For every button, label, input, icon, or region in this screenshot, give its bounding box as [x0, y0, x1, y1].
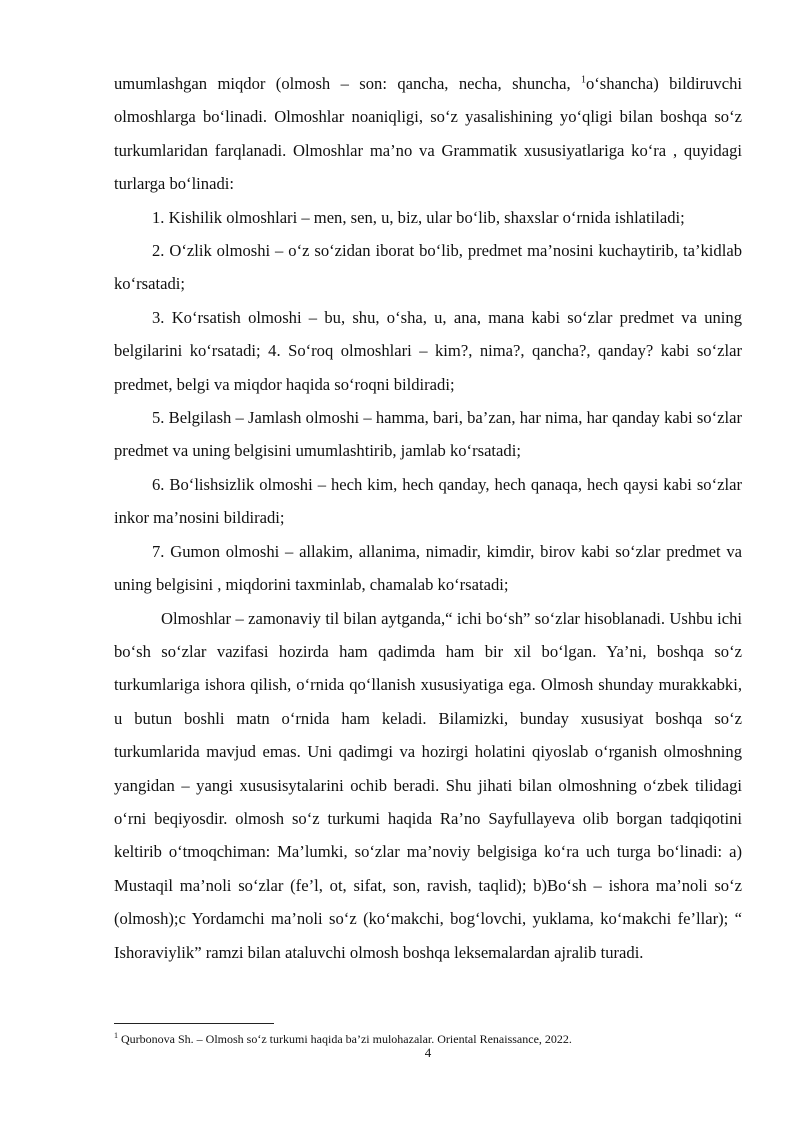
paragraph-gumon: 7. Gumon olmoshi – allakim, allanima, nimadir, kimdir, birov kabi so‘zlar predmet va uning belgisini , miqdorini taxminlab, chamalab ko‘rsatadi; [114, 541, 742, 595]
paragraph-korsatish: 3. Ko‘rsatish olmoshi – bu, shu, o‘sha, u, ana, mana kabi so‘zlar predmet va uning belgilarini ko‘rsatadi; 4. So‘roq olmoshlari – kim?, nima?, qancha?, qanday? kabi so‘zlar predmet, belgi va miqdor haqida so‘roqni bildiradi; [114, 307, 742, 394]
footnote-text: Qurbonova Sh. – Olmosh so‘z turkumi haqida ba’zi mulohazalar. Oriental Renaissance, 2022. [118, 1032, 572, 1046]
paragraph-bolishsizlik: 6. Bo‘lishsizlik olmoshi – hech kim, hech qanday, hech qanaqa, hech qaysi kabi so‘zlar inkor ma’nosini bildiradi; [114, 474, 742, 528]
footnote-divider [114, 1023, 274, 1024]
paragraph-belgilash: 5. Belgilash – Jamlash olmoshi – hamma, bari, ba’zan, har nima, har qanday kabi so‘zlar predmet va uning belgisini umumlashtirib, jamlab ko‘rsatadi; [114, 408, 742, 461]
paragraph-olmoshlar: Olmoshlar – zamonaviy til bilan aytganda,“ ichi bo‘sh” so‘zlar hisoblanadi. Ushbu ichi bo‘sh so‘zlar vazifasi hozirda ham qadimda ham bir xil bo‘lgan. Ya’ni, boshqa so‘z turkumlariga ishora qilish, o‘rnida qo‘llanish xususiyatiga ega. Olmosh shunday murakkabki, u butun boshli matn o‘rnida ham keladi. Bilamizki, bunday xususiyat boshqa so‘z turkumlarida mavjud emas. Uni qadimgi va hozirgi holatini qiyoslab o‘rganish olmoshning yangidan – yangi xususisytalarini ochib beradi. Shu jihati bilan olmoshning o‘zbek tilidagi o‘rni beqiyosdir. olmosh so‘z turkumi haqida Ra’no Sayfullayeva olib borgan tadqiqotini keltirib o‘tmoqchiman: Ma’lumki, so‘zlar ma’noviy belgisiga ko‘ra uch turga bo‘linadi: a) Mustaqil ma’noli so‘zlar (fe’l, ot, sifat, son, ravish, taqlid); b)Bo‘sh – ishora ma’noli so‘z (olmosh);c Yordamchi ma’noli so‘z (ko‘makchi, bog‘lovchi, yuklama, ko‘makchi fe’llar); “ Ishoraviylik” ramzi bilan ataluvchi olmosh boshqa leksemalardan ajralib turadi. [114, 608, 742, 962]
body-text [114, 67, 742, 969]
paragraph-kishilik: 1. Kishilik olmoshlari – men, sen, u, biz, ular bo‘lib, shaxslar o‘rnida ishlatiladi; [152, 207, 685, 227]
paragraph-text: umumlashgan miqdor (olmosh – son: qancha, necha, shuncha, [114, 74, 581, 93]
footnote-reference[interactable]: 1 [580, 74, 586, 86]
paragraph-text: o‘shancha) bildiruvchi olmoshlarga bo‘linadi. Olmoshlar noaniqligi, so‘z yasalishining yo‘qligi bilan boshqa so‘z turkumlaridan farqlanadi. Olmoshlar ma’no va Grammatik xususiyatlariga ko‘ra , quyidagi turlarga bo‘linadi: [114, 74, 742, 194]
paragraph-ozlik: 2. O‘zlik olmoshi – o‘z so‘zidan iborat bo‘lib, predmet ma’nosini kuchaytirib, ta’kidlab ko‘rsatadi; [114, 241, 742, 294]
footnote-marker: 1 [114, 1031, 118, 1040]
page-number: 4 [424, 1045, 432, 1060]
paragraph-intro [114, 67, 742, 201]
